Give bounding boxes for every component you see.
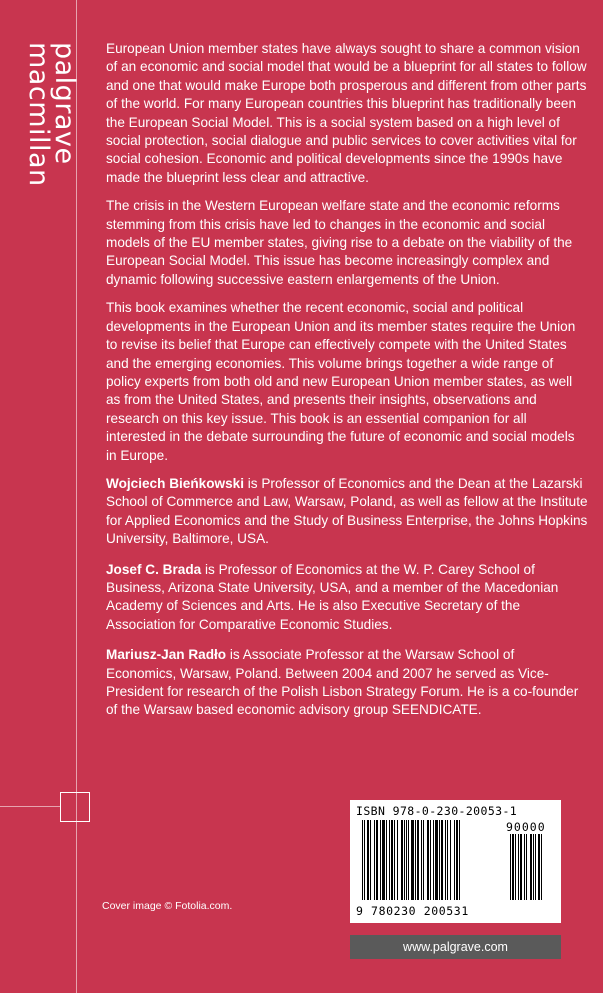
barcode-bar <box>460 820 461 900</box>
barcode-main-bars <box>362 820 500 900</box>
author-bio-1 <box>106 475 588 549</box>
logo-line-2: macmillan <box>23 42 54 187</box>
barcode-addon-digits: 90000 <box>506 820 546 834</box>
author-bio-2 <box>106 561 588 635</box>
logo-line-1: palgrave <box>49 42 80 165</box>
author-name: Wojciech Bieńkowski <box>106 475 244 491</box>
isbn-label: ISBN 978-0-230-20053-1 <box>356 804 518 818</box>
square-outline <box>60 792 90 822</box>
publisher-logo <box>18 42 82 192</box>
blurb-paragraph-2: The crisis in the Western European welfare state and the economic reforms stemming from this crisis have led to changes in the economic and social models of the EU member states, giving rise to a debate on the viability of the European Social Model. This issue has become increasingly complex and dynamic following successive eastern enlargements of the Union. <box>106 198 573 287</box>
isbn-barcode <box>350 800 561 923</box>
blurb-paragraph-1: European Union member states have always sought to share a common vision of an economic and social model that would be a blueprint for all states to follow and one that would make Europe both prosperous and different from other parts of the world. For many European countries this blueprint has traditionally been the European Social Model. This is a social system based on a high level of social protection, social dialogue and public services to cover activities vital for social cohesion. Economic and political developments since the 1990s have made the blueprint less clear and attractive. <box>106 41 587 185</box>
blurb-paragraph-3: This book examines whether the recent economic, social and political developments in the European Union and its member states require the Union to revise its belief that Europe can effectively compete with the United States and the emerging economies. This volume brings together a wide range of policy experts from both old and new European Union member states, as well as from the United States, and presents their insights, observations and research on this key issue. This book is an essential companion for all interested in the debate surrounding the future of economic and social models in Europe. <box>106 300 576 463</box>
author-bio-3 <box>106 646 588 720</box>
author-name: Mariusz-Jan Radło <box>106 647 227 663</box>
barcode-bar <box>541 834 542 900</box>
barcode-bars <box>356 820 555 918</box>
back-cover-text <box>106 40 588 732</box>
author-name: Josef C. Brada <box>106 561 202 577</box>
barcode-ean-digits: 9 780230 200531 <box>356 904 469 918</box>
publisher-website: www.palgrave.com <box>350 935 561 959</box>
cover-image-credit: Cover image © Fotolia.com. <box>102 900 233 912</box>
author-bio-text: is Professor of Economics at the W. P. Carey School of Business, Arizona State University, USA, and a member of the Macedonian Academy of Sciences and Arts. He is also Executive Secretary of the Association for Comparative Economic Studies. <box>106 561 559 632</box>
horizontal-rule <box>0 806 60 807</box>
barcode-addon-bars <box>510 834 556 900</box>
author-bio-text: is Professor of Economics and the Dean at the Lazarski School of Commerce and Law, Warsaw, Poland, as well as fellow at the Institute for Applied Economics and the Study of Business Enterprise, the Johns Hopkins University, Baltimore, USA. <box>106 475 588 547</box>
author-bio-text: is Associate Professor at the Warsaw School of Economics, Warsaw, Poland. Between 2004 and 2007 he served as Vice-President for research of the Polish Lisbon Strategy Forum. He is a co-founder of the Warsaw based economic advisory group SEENDICATE. <box>106 647 579 718</box>
